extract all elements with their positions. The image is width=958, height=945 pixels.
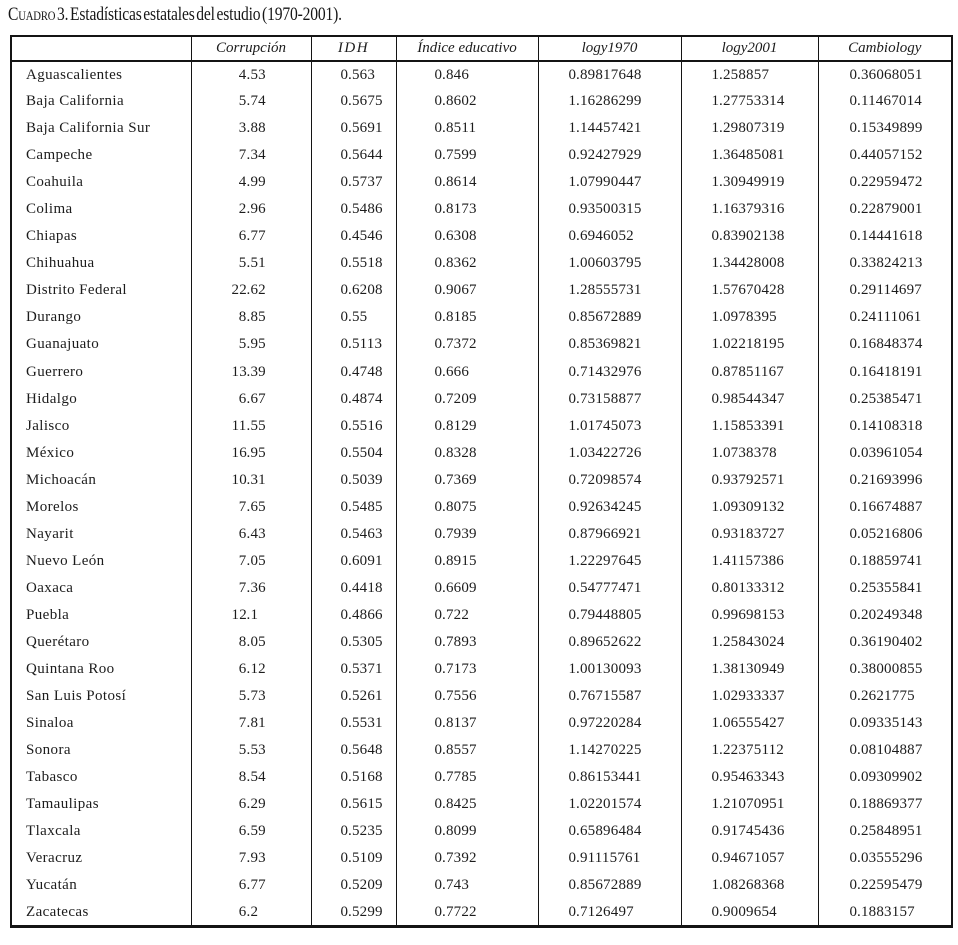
- value-cell: 0.25355841: [818, 575, 952, 602]
- value-cell: 0.89652622: [538, 629, 681, 656]
- value-cell: 0.44057152: [818, 142, 952, 169]
- table-row: [11, 250, 952, 277]
- value-cell: 0.25848951: [818, 818, 952, 845]
- state-name-cell: Chiapas: [26, 228, 78, 245]
- table-row: [11, 88, 952, 115]
- value-cell: 0.5518: [311, 250, 396, 277]
- value-cell: 1.258857: [681, 61, 818, 88]
- value-cell: 1.38130949: [681, 656, 818, 683]
- value-cell: 1.15853391: [681, 413, 818, 440]
- value-cell: 0.14441618: [818, 223, 952, 250]
- value-cell: 0.8915: [396, 548, 538, 575]
- value-cell: 0.7173: [396, 656, 538, 683]
- value-cell: 0.4546: [311, 223, 396, 250]
- value-cell: 0.846: [396, 61, 538, 88]
- value-cell: 0.97220284: [538, 710, 681, 737]
- table-row: [11, 467, 952, 494]
- value-cell: 0.8099: [396, 818, 538, 845]
- value-cell: 0.86153441: [538, 764, 681, 791]
- value-cell: 0.16848374: [818, 331, 952, 358]
- state-name-cell: Puebla: [26, 606, 70, 623]
- value-cell: 1.21070951: [681, 791, 818, 818]
- table-row: [11, 169, 952, 196]
- table-body: [11, 61, 952, 927]
- header-logy1970: logy1970: [538, 36, 681, 61]
- state-name-cell: Querétaro: [26, 634, 90, 650]
- state-name-cell: Veracruz: [26, 850, 83, 867]
- table-row: [11, 223, 952, 250]
- value-cell: 0.54777471: [538, 575, 681, 602]
- value-cell: 0.5737: [311, 169, 396, 196]
- state-name-cell: Guerrero: [26, 363, 84, 380]
- value-cell: 0.7599: [396, 142, 538, 169]
- value-cell: 1.08268368: [681, 872, 818, 899]
- state-name-cell: Tlaxcala: [26, 823, 81, 840]
- value-cell: 11.55: [191, 413, 311, 440]
- value-cell: 6.77: [191, 223, 311, 250]
- value-cell: 0.5113: [311, 331, 396, 358]
- value-cell: 0.24111061: [818, 304, 952, 331]
- value-cell: 1.57670428: [681, 277, 818, 304]
- value-cell: 0.2621775: [818, 683, 952, 710]
- value-cell: 0.92634245: [538, 494, 681, 521]
- table-row: [11, 791, 952, 818]
- value-cell: 0.5168: [311, 764, 396, 791]
- value-cell: 0.36190402: [818, 629, 952, 656]
- value-cell: 0.22879001: [818, 196, 952, 223]
- value-cell: 1.0738378: [681, 440, 818, 467]
- value-cell: 5.51: [191, 250, 311, 277]
- value-cell: 7.81: [191, 710, 311, 737]
- value-cell: 0.7722: [396, 899, 538, 926]
- state-name-cell: Michoacán: [26, 471, 97, 488]
- value-cell: 1.14457421: [538, 115, 681, 142]
- value-cell: 0.6609: [396, 575, 538, 602]
- state-name-cell: Morelos: [26, 498, 79, 515]
- value-cell: 0.94671057: [681, 845, 818, 872]
- value-cell: 0.03961054: [818, 440, 952, 467]
- value-cell: 7.93: [191, 845, 311, 872]
- value-cell: 0.9009654: [681, 899, 818, 926]
- value-cell: 0.4418: [311, 575, 396, 602]
- value-cell: 0.743: [396, 872, 538, 899]
- value-cell: 1.25843024: [681, 629, 818, 656]
- header-cambiology: Cambiology: [818, 36, 952, 61]
- state-name-cell: San Luis Potosí: [26, 688, 127, 705]
- table-row: [11, 521, 952, 548]
- value-cell: 1.06555427: [681, 710, 818, 737]
- value-cell: 0.7369: [396, 467, 538, 494]
- value-cell: 0.8557: [396, 737, 538, 764]
- table-row: [11, 872, 952, 899]
- value-cell: 0.76715587: [538, 683, 681, 710]
- state-name-cell: Durango: [26, 309, 82, 326]
- table-row: [11, 331, 952, 358]
- value-cell: 0.16418191: [818, 359, 952, 386]
- value-cell: 0.666: [396, 359, 538, 386]
- state-name-cell: Distrito Federal: [26, 282, 127, 299]
- value-cell: 0.7785: [396, 764, 538, 791]
- header-row: [11, 36, 952, 61]
- value-cell: 0.5504: [311, 440, 396, 467]
- table-row: [11, 818, 952, 845]
- value-cell: 0.8614: [396, 169, 538, 196]
- value-cell: 0.8425: [396, 791, 538, 818]
- value-cell: 0.7372: [396, 331, 538, 358]
- state-name-cell: Baja California: [26, 93, 125, 110]
- state-name-cell: Nuevo León: [26, 552, 105, 569]
- value-cell: 0.21693996: [818, 467, 952, 494]
- value-cell: 0.7209: [396, 386, 538, 413]
- value-cell: 0.83902138: [681, 223, 818, 250]
- state-name-cell: Chihuahua: [26, 255, 95, 272]
- value-cell: 1.16286299: [538, 88, 681, 115]
- value-cell: 0.22959472: [818, 169, 952, 196]
- value-cell: 1.01745073: [538, 413, 681, 440]
- table-row: [11, 115, 952, 142]
- value-cell: 0.5261: [311, 683, 396, 710]
- value-cell: 0.5235: [311, 818, 396, 845]
- table-row: [11, 386, 952, 413]
- value-cell: 7.36: [191, 575, 311, 602]
- value-cell: 0.25385471: [818, 386, 952, 413]
- value-cell: 1.02933337: [681, 683, 818, 710]
- state-name-cell: Zacatecas: [26, 903, 89, 920]
- value-cell: 0.80133312: [681, 575, 818, 602]
- value-cell: 4.99: [191, 169, 311, 196]
- value-cell: 0.55: [311, 304, 396, 331]
- state-name-cell: Guanajuato: [26, 336, 100, 353]
- value-cell: 0.7392: [396, 845, 538, 872]
- value-cell: 7.65: [191, 494, 311, 521]
- table-row: [11, 656, 952, 683]
- value-cell: 0.14108318: [818, 413, 952, 440]
- table-row: [11, 602, 952, 629]
- value-cell: 0.92427929: [538, 142, 681, 169]
- table-row: [11, 548, 952, 575]
- value-cell: 0.7126497: [538, 899, 681, 926]
- state-name-cell: Jalisco: [26, 417, 70, 434]
- value-cell: 5.73: [191, 683, 311, 710]
- value-cell: 0.03555296: [818, 845, 952, 872]
- value-cell: 5.53: [191, 737, 311, 764]
- table-row: [11, 575, 952, 602]
- value-cell: 0.7556: [396, 683, 538, 710]
- value-cell: 0.7893: [396, 629, 538, 656]
- value-cell: 0.5644: [311, 142, 396, 169]
- state-name-cell: Tamaulipas: [26, 796, 99, 813]
- header-idh: IDH: [311, 36, 396, 61]
- value-cell: 5.74: [191, 88, 311, 115]
- value-cell: 1.36485081: [681, 142, 818, 169]
- value-cell: 0.8173: [396, 196, 538, 223]
- value-cell: 0.72098574: [538, 467, 681, 494]
- caption-text: Estadísticas estatales del estudio (1970-2001).: [68, 4, 342, 25]
- value-cell: 0.71432976: [538, 359, 681, 386]
- value-cell: 0.15349899: [818, 115, 952, 142]
- value-cell: 0.1883157: [818, 899, 952, 926]
- value-cell: 0.5615: [311, 791, 396, 818]
- state-name-cell: Campeche: [26, 147, 93, 164]
- value-cell: 0.18859741: [818, 548, 952, 575]
- value-cell: 0.36068051: [818, 61, 952, 88]
- value-cell: 0.18869377: [818, 791, 952, 818]
- state-name-cell: Yucatán: [26, 877, 78, 894]
- state-name-cell: Quintana Roo: [26, 661, 115, 678]
- state-name-cell: Colima: [26, 201, 73, 218]
- value-cell: 6.43: [191, 521, 311, 548]
- value-cell: 6.59: [191, 818, 311, 845]
- statistics-table: [10, 35, 953, 928]
- value-cell: 0.85672889: [538, 872, 681, 899]
- value-cell: 2.96: [191, 196, 311, 223]
- caption-number: Cuadro 3.: [8, 4, 69, 25]
- value-cell: 0.8137: [396, 710, 538, 737]
- value-cell: 0.4874: [311, 386, 396, 413]
- value-cell: 12.1: [191, 602, 311, 629]
- value-cell: 1.0978395: [681, 304, 818, 331]
- value-cell: 0.33824213: [818, 250, 952, 277]
- value-cell: 3.88: [191, 115, 311, 142]
- value-cell: 0.29114697: [818, 277, 952, 304]
- state-name-cell: Aguascalientes: [26, 66, 123, 83]
- value-cell: 1.28555731: [538, 277, 681, 304]
- value-cell: 6.29: [191, 791, 311, 818]
- value-cell: 1.00603795: [538, 250, 681, 277]
- value-cell: 1.02218195: [681, 331, 818, 358]
- value-cell: 0.09309902: [818, 764, 952, 791]
- value-cell: 8.05: [191, 629, 311, 656]
- value-cell: 0.87851167: [681, 359, 818, 386]
- value-cell: 4.53: [191, 61, 311, 88]
- table-row: [11, 845, 952, 872]
- state-name-cell: Sonora: [26, 742, 71, 759]
- value-cell: 0.9067: [396, 277, 538, 304]
- table-row: [11, 737, 952, 764]
- value-cell: 0.563: [311, 61, 396, 88]
- value-cell: 0.73158877: [538, 386, 681, 413]
- value-cell: 0.6208: [311, 277, 396, 304]
- value-cell: 0.5209: [311, 872, 396, 899]
- value-cell: 6.77: [191, 872, 311, 899]
- value-cell: 6.67: [191, 386, 311, 413]
- value-cell: 0.38000855: [818, 656, 952, 683]
- value-cell: 10.31: [191, 467, 311, 494]
- value-cell: 1.34428008: [681, 250, 818, 277]
- value-cell: 5.95: [191, 331, 311, 358]
- value-cell: 1.00130093: [538, 656, 681, 683]
- value-cell: 8.85: [191, 304, 311, 331]
- table-row: [11, 494, 952, 521]
- value-cell: 0.85369821: [538, 331, 681, 358]
- value-cell: 0.6946052: [538, 223, 681, 250]
- value-cell: 0.5648: [311, 737, 396, 764]
- table-row: [11, 61, 952, 88]
- value-cell: 0.8602: [396, 88, 538, 115]
- value-cell: 0.85672889: [538, 304, 681, 331]
- value-cell: 22.62: [191, 277, 311, 304]
- table-row: [11, 683, 952, 710]
- value-cell: 0.20249348: [818, 602, 952, 629]
- value-cell: 0.8362: [396, 250, 538, 277]
- value-cell: 1.22297645: [538, 548, 681, 575]
- table-caption: [8, 4, 342, 26]
- value-cell: 1.30949919: [681, 169, 818, 196]
- value-cell: 0.722: [396, 602, 538, 629]
- value-cell: 0.11467014: [818, 88, 952, 115]
- value-cell: 1.22375112: [681, 737, 818, 764]
- table-row: [11, 277, 952, 304]
- value-cell: 0.8185: [396, 304, 538, 331]
- value-cell: 0.6091: [311, 548, 396, 575]
- value-cell: 0.93792571: [681, 467, 818, 494]
- value-cell: 0.99698153: [681, 602, 818, 629]
- state-name-cell: México: [26, 444, 75, 461]
- value-cell: 0.5109: [311, 845, 396, 872]
- value-cell: 0.5371: [311, 656, 396, 683]
- value-cell: 13.39: [191, 359, 311, 386]
- value-cell: 1.07990447: [538, 169, 681, 196]
- value-cell: 0.91745436: [681, 818, 818, 845]
- value-cell: 0.65896484: [538, 818, 681, 845]
- value-cell: 0.95463343: [681, 764, 818, 791]
- table-row: [11, 710, 952, 737]
- value-cell: 0.5039: [311, 467, 396, 494]
- value-cell: 7.05: [191, 548, 311, 575]
- table-row: [11, 196, 952, 223]
- value-cell: 0.8075: [396, 494, 538, 521]
- header-indice-educativo: Índice educativo: [396, 36, 538, 61]
- value-cell: 0.5691: [311, 115, 396, 142]
- state-name-cell: Coahuila: [26, 174, 84, 191]
- header-logy2001: logy2001: [681, 36, 818, 61]
- state-name-cell: Nayarit: [26, 525, 74, 542]
- header-state-empty: [11, 36, 191, 61]
- value-cell: 0.5299: [311, 899, 396, 926]
- table-row: [11, 359, 952, 386]
- value-cell: 0.05216806: [818, 521, 952, 548]
- value-cell: 0.4866: [311, 602, 396, 629]
- value-cell: 0.5531: [311, 710, 396, 737]
- value-cell: 0.8328: [396, 440, 538, 467]
- header-corrupcion: Corrupción: [191, 36, 311, 61]
- value-cell: 1.03422726: [538, 440, 681, 467]
- value-cell: 0.08104887: [818, 737, 952, 764]
- table-row: [11, 304, 952, 331]
- state-name-cell: Oaxaca: [26, 579, 74, 596]
- value-cell: 0.5675: [311, 88, 396, 115]
- value-cell: 0.5305: [311, 629, 396, 656]
- value-cell: 0.4748: [311, 359, 396, 386]
- value-cell: 6.12: [191, 656, 311, 683]
- value-cell: 0.87966921: [538, 521, 681, 548]
- table-row: [11, 899, 952, 926]
- value-cell: 0.6308: [396, 223, 538, 250]
- value-cell: 8.54: [191, 764, 311, 791]
- value-cell: 0.16674887: [818, 494, 952, 521]
- table-row: [11, 413, 952, 440]
- state-name-cell: Sinaloa: [26, 715, 74, 732]
- table-row: [11, 764, 952, 791]
- value-cell: 0.79448805: [538, 602, 681, 629]
- value-cell: 0.98544347: [681, 386, 818, 413]
- value-cell: 0.91115761: [538, 845, 681, 872]
- value-cell: 0.7939: [396, 521, 538, 548]
- value-cell: 0.22595479: [818, 872, 952, 899]
- table-row: [11, 440, 952, 467]
- value-cell: 0.93500315: [538, 196, 681, 223]
- value-cell: 1.29807319: [681, 115, 818, 142]
- value-cell: 1.27753314: [681, 88, 818, 115]
- value-cell: 0.5485: [311, 494, 396, 521]
- value-cell: 1.14270225: [538, 737, 681, 764]
- value-cell: 0.8129: [396, 413, 538, 440]
- value-cell: 0.5486: [311, 196, 396, 223]
- table-row: [11, 142, 952, 169]
- value-cell: 0.5463: [311, 521, 396, 548]
- state-name-cell: Tabasco: [26, 769, 78, 786]
- state-name-cell: Hidalgo: [26, 390, 78, 407]
- state-name-cell: Baja California Sur: [26, 120, 151, 137]
- value-cell: 0.5516: [311, 413, 396, 440]
- value-cell: 16.95: [191, 440, 311, 467]
- value-cell: 0.09335143: [818, 710, 952, 737]
- table-row: [11, 629, 952, 656]
- value-cell: 1.41157386: [681, 548, 818, 575]
- value-cell: 6.2: [191, 899, 311, 926]
- value-cell: 0.89817648: [538, 61, 681, 88]
- value-cell: 7.34: [191, 142, 311, 169]
- value-cell: 1.02201574: [538, 791, 681, 818]
- value-cell: 0.93183727: [681, 521, 818, 548]
- value-cell: 1.09309132: [681, 494, 818, 521]
- value-cell: 1.16379316: [681, 196, 818, 223]
- value-cell: 0.8511: [396, 115, 538, 142]
